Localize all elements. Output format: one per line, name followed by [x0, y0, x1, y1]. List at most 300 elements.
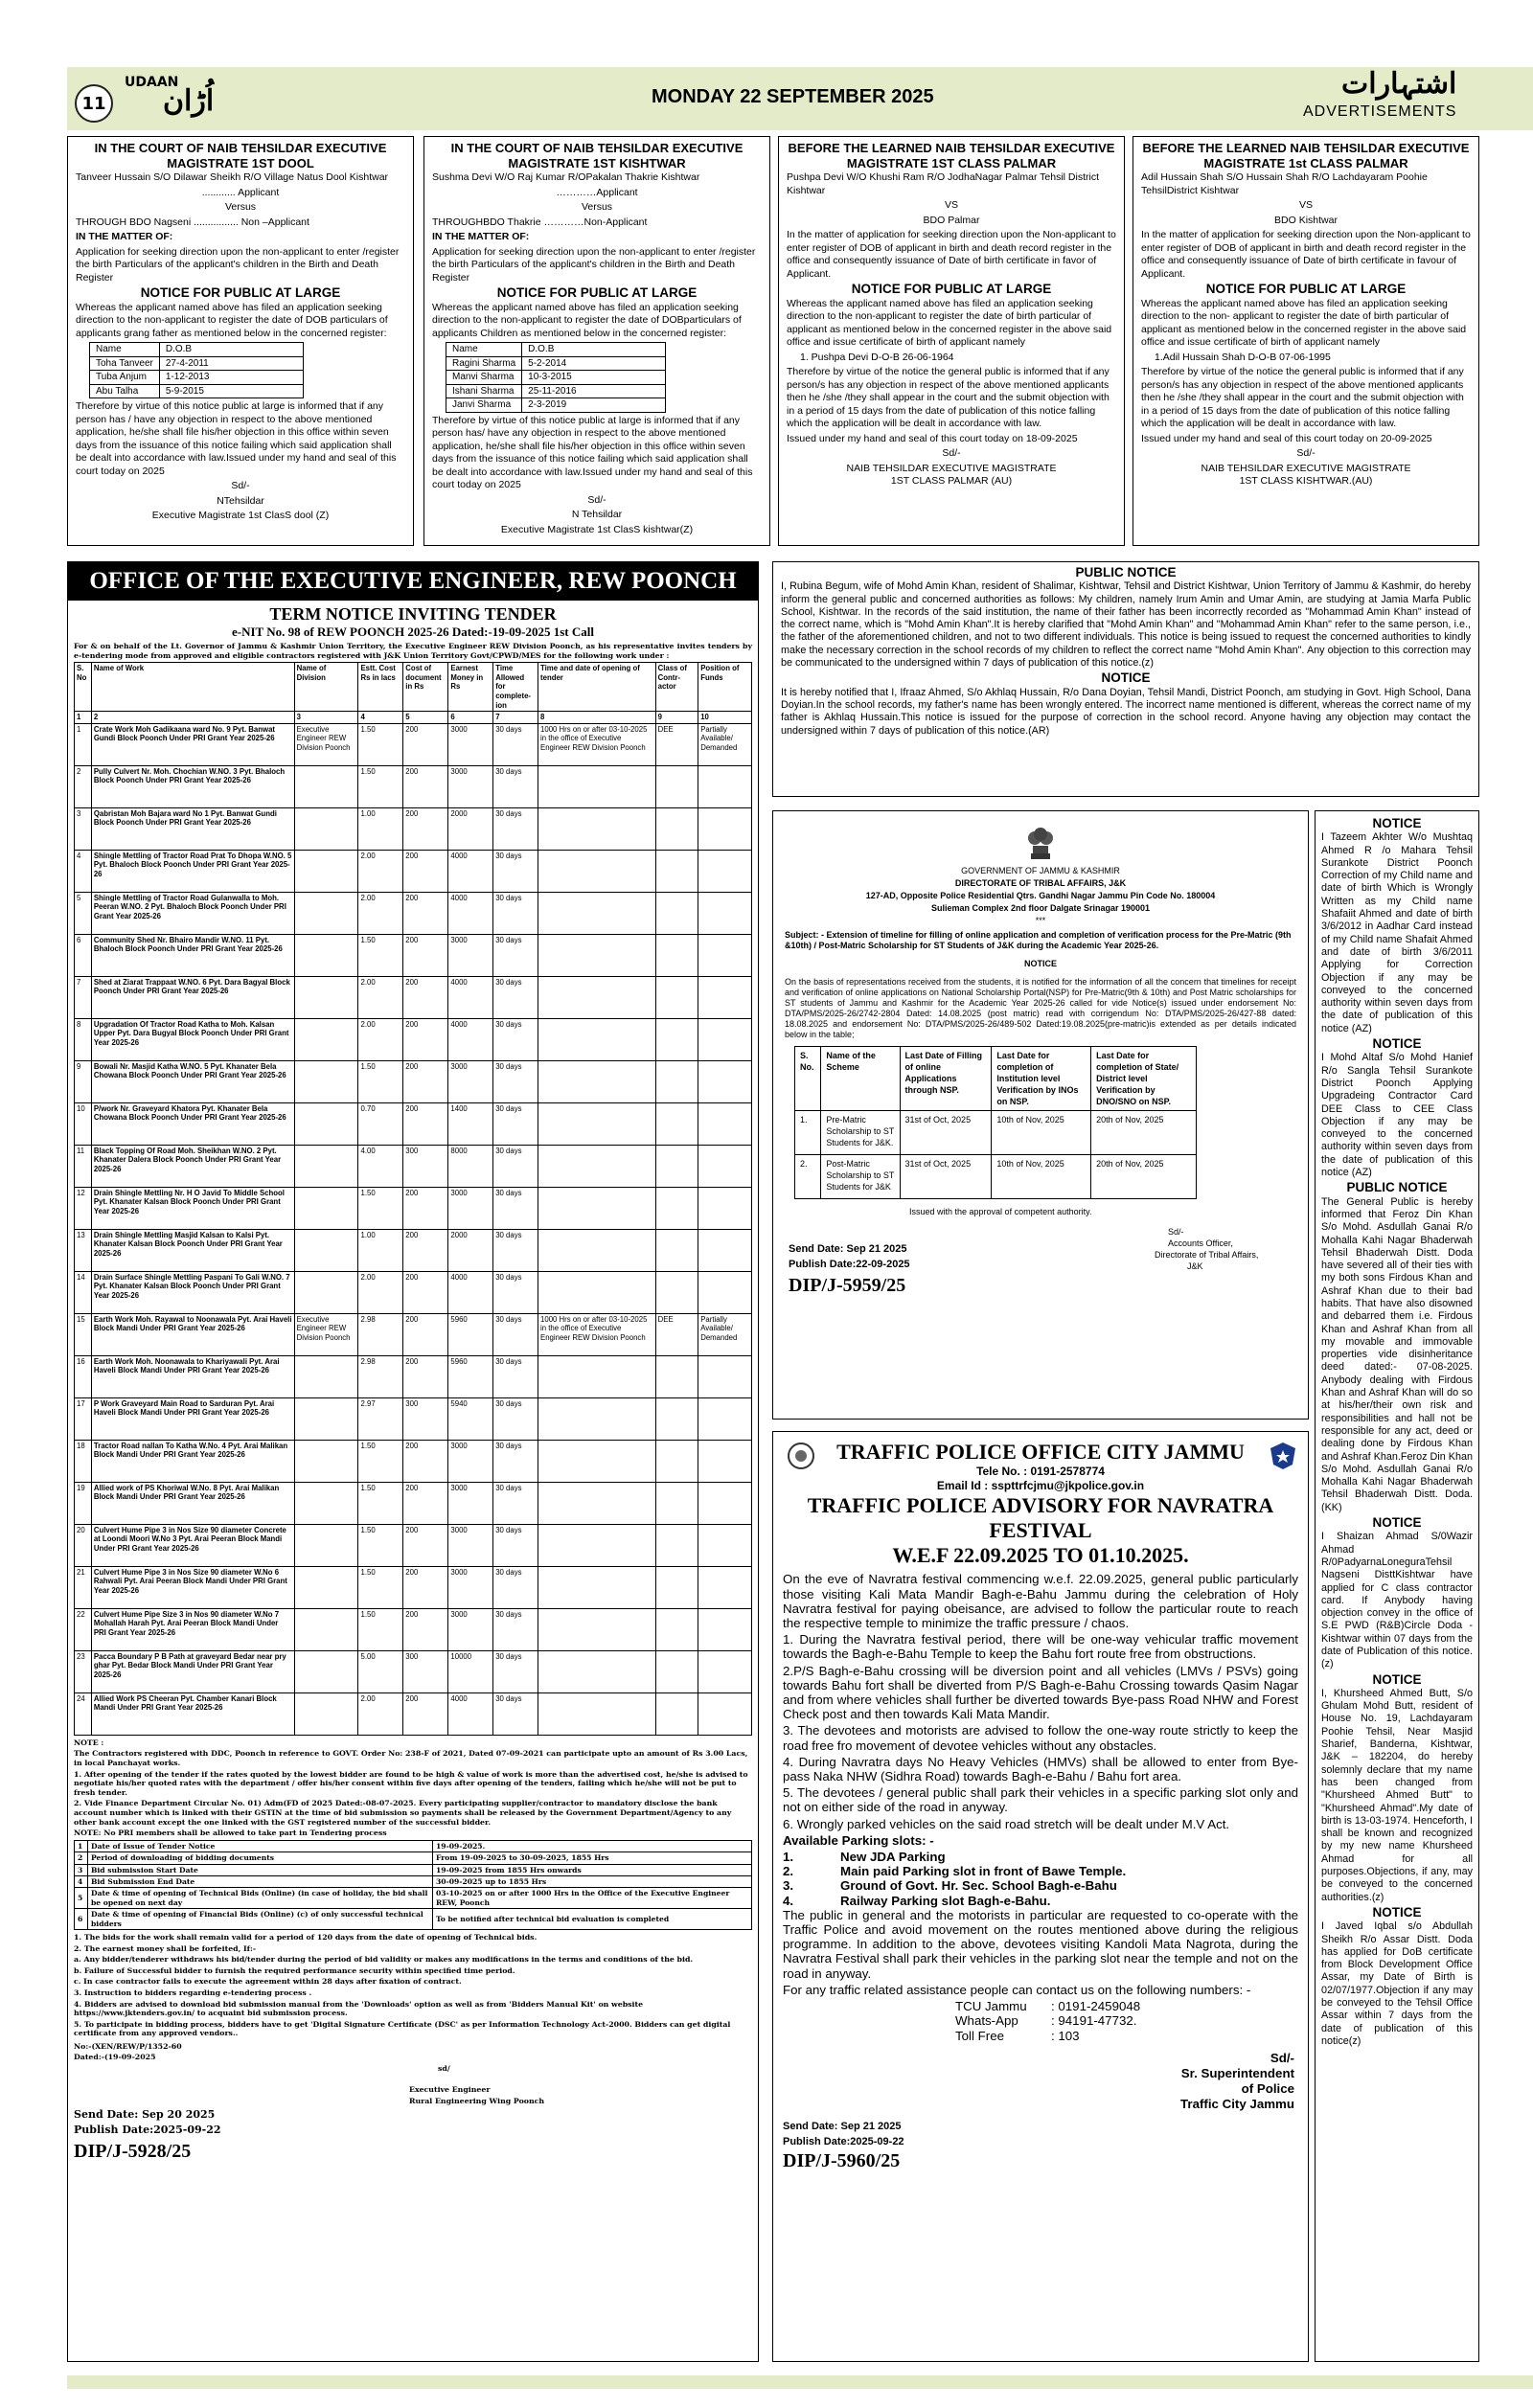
cell [655, 1650, 698, 1692]
cell: 200 [403, 934, 448, 976]
cell: 200 [403, 1187, 448, 1229]
cell: Drain Shingle Mettling Nr. H O Javid To Middle School Pyt. Khanater Kalsan Block Poonch Under PRI Grant Year 2025-26 [91, 1187, 294, 1229]
respondent: THROUGHBDO Thakrie …………Non-Applicant [432, 216, 648, 228]
matter-text: In the matter of application for seeking direction upon the Non-applicant to enter register of DOB of applicant in birth and death record register in the office and consequently issuance of Date of birth certificate in favor of Applicant. [787, 229, 1116, 280]
cell [294, 1524, 358, 1566]
cell [698, 934, 752, 976]
cell: 3000 [448, 723, 493, 765]
signature-sd: sd/ [438, 2064, 450, 2074]
cell: 30 days [493, 1566, 538, 1608]
signature-line-2: Directorate of Tribal Affairs, [1155, 1250, 1259, 1260]
cell: 2.00 [358, 1692, 403, 1735]
condition-line: 4. Bidders are advised to download bid submission manual from the 'Downloads' option as well as from 'Bidders Manual Kit' on website https://www.jktenders.gov.in/ to acquaint bid submission process. [74, 1999, 644, 2018]
cell: 22 [75, 1608, 92, 1650]
table-row [75, 976, 752, 1018]
signature-sd: Sd/- [1270, 2050, 1294, 2065]
cell: 200 [403, 765, 448, 807]
cell: 30 days [493, 1187, 538, 1229]
table-row [75, 1187, 752, 1229]
cell: 200 [403, 1060, 448, 1102]
cell: 10 [75, 1102, 92, 1145]
advisory-point: 4. During Navratra days No Heavy Vehicles (HMVs) shall be allowed to enter from Bye-pass Naka NHW (Sidhra Road) towards Bagh-e-Bahu / Bahu fort area. [783, 1754, 1298, 1784]
traffic-office-title: TRAFFIC POLICE OFFICE CITY JAMMU [836, 1440, 1245, 1464]
cell: 300 [403, 1145, 448, 1187]
signature-line-1: NTehsildar [217, 494, 264, 507]
cell [655, 1018, 698, 1060]
table-row [90, 384, 304, 398]
cell [698, 1524, 752, 1566]
advisory-headline: TRAFFIC POLICE ADVISORY FOR NAVRATRA FESTIVAL [807, 1493, 1274, 1543]
cell: 2.00 [358, 892, 403, 934]
column-header: Name of Work [91, 663, 294, 712]
cell: 2 [75, 765, 92, 807]
signature-block: NAIB TEHSILDAR EXECUTIVE MAGISTRATE 1ST CLASS PALMAR (AU) [846, 462, 1057, 487]
table-row [795, 1111, 1197, 1155]
cell: 10th of Nov, 2025 [992, 1155, 1091, 1199]
condition-line: 1. The bids for the work shall remain valid for a period of 120 days from the date of opening of Technical bids. [74, 1932, 538, 1942]
cell: 2.98 [358, 1313, 403, 1355]
notice-body: I Mohd Altaf S/o Mohd Hanief R/o Sangla Tehsil Surankote District Poonch Applying Upgradeing Contractor Card DEE Class to CEE Class Objection if any may be conveyed to the concerned authority within seven days from the date of publication of this notice (AZ) [1321, 1052, 1473, 1179]
column-header: Class of Contr-actor [655, 663, 698, 712]
cell: Upgradation Of Tractor Road Katha to Moh. Kalsan Upper Pyt. Dara Bugyal Block Poonch Under PRI Grant Year 2025-26 [91, 1018, 294, 1060]
cell [698, 892, 752, 934]
cell: 1.50 [358, 1482, 403, 1524]
cell [655, 807, 698, 850]
cell [655, 1145, 698, 1187]
table-row [75, 850, 752, 892]
cell: 1.50 [358, 1060, 403, 1102]
column-number: 8 [538, 712, 656, 724]
table-row [90, 371, 304, 385]
dob-table [89, 342, 304, 398]
cell: 1.00 [358, 1229, 403, 1271]
cell [698, 1692, 752, 1735]
cell: 1.50 [358, 765, 403, 807]
cell: 200 [403, 723, 448, 765]
cell [698, 1102, 752, 1145]
cell: 3 [75, 807, 92, 850]
cell [698, 1145, 752, 1187]
cell [294, 1608, 358, 1650]
cell: 200 [403, 807, 448, 850]
cell: 30 days [493, 1271, 538, 1313]
column-header: Last Date of Filling of online Applications through NSP. [900, 1047, 992, 1111]
cell [698, 1397, 752, 1440]
cell [294, 1145, 358, 1187]
cell: 3000 [448, 1524, 493, 1566]
issue-date: MONDAY 22 SEPTEMBER 2025 [652, 86, 934, 107]
parking-number: 1. [783, 1850, 794, 1865]
contact-value: : 103 [1051, 2028, 1080, 2043]
condition-line: b. Failure of Successful bidder to furnish the required performance security within specified time period. [74, 1965, 515, 1975]
cell: 200 [403, 1313, 448, 1355]
table-row [75, 1397, 752, 1440]
cell [698, 1608, 752, 1650]
cell: 1-12-2013 [159, 371, 303, 385]
cell: 30-09-2025 up to 1855 Hrs [433, 1875, 752, 1887]
cell: 30 days [493, 765, 538, 807]
cell: 4 [75, 1875, 88, 1887]
cell [655, 1102, 698, 1145]
column-header: Estt. Cost Rs in lacs [358, 663, 403, 712]
column-header: S. No. [795, 1047, 821, 1111]
cell: 30 days [493, 1355, 538, 1397]
cell [538, 1229, 656, 1271]
cell: 2.00 [358, 1271, 403, 1313]
cell: 18 [75, 1440, 92, 1482]
cell: 1.50 [358, 934, 403, 976]
notice-body: Whereas the applicant named above has filed an application seeking direction to the non-applicant to register the date of birth particular of applicant as mentioned below in the concerned register in the above said office and issue certificate of birth of applicant namely [787, 297, 1112, 348]
contact-label: Toll Free [955, 2028, 1004, 2043]
cell: Date of Issue of Tender Notice [88, 1840, 433, 1851]
public-notice-rubina [772, 561, 1479, 797]
table-row [446, 371, 666, 385]
cell: 9 [75, 1060, 92, 1102]
cell: 21 [75, 1566, 92, 1608]
cell: Pully Culvert Nr. Moh. Chochian W.NO. 3 Pyt. Bhaloch Block Poonch Under PRI Grant Year 2025-26 [91, 765, 294, 807]
cell: Culvert Hume Pipe 3 in Nos Size 90 diameter Concrete at Loondi Moori W.No 3 Pyt. Arai Peeran Block Mandi Under PRI Grant Year 2025-26 [91, 1524, 294, 1566]
signature-line-3: Traffic City Jammu [1180, 2096, 1294, 2111]
send-date: Send Date: Sep 21 2025 [789, 1243, 907, 1255]
cell: 0.70 [358, 1102, 403, 1145]
cell: 11 [75, 1145, 92, 1187]
notice-body: Whereas the applicant named above has filed an application seeking direction to the non- applicant to register the date of birth particular of applicant as mentioned below in the concerned register in the above said office and issue certificate of birth of applicant namely [1141, 297, 1467, 348]
respondent: THROUGH BDO Nagseni ................ Non –Applicant [76, 216, 309, 228]
vs: VS [1298, 199, 1313, 211]
cell: Bowali Nr. Masjid Katha W.NO. 5 Pyt. Khanater Bela Chowana Block Poonch Under PRI Grant Year 2025-26 [91, 1060, 294, 1102]
dip-number: DIP/J-5928/25 [74, 2141, 192, 2163]
cell: 1.50 [358, 1608, 403, 1650]
cell: 2.00 [358, 976, 403, 1018]
column-header: Cost of document in Rs [403, 663, 448, 712]
schedule-row [75, 1852, 752, 1864]
cell: 1000 Hrs on or after 03-10-2025 in the office of Executive Engineer REW Division Poonch [538, 723, 656, 765]
cell: 200 [403, 892, 448, 934]
cell: 2.98 [358, 1355, 403, 1397]
cell [538, 1187, 656, 1229]
cell: 14 [75, 1271, 92, 1313]
parking-number: 2. [783, 1864, 794, 1879]
court-notice-palmar [778, 136, 1125, 546]
cell: 5.00 [358, 1650, 403, 1692]
cell: 4000 [448, 850, 493, 892]
versus: Versus [581, 201, 613, 213]
cell: 30 days [493, 1313, 538, 1355]
publish-date: Publish Date:22-09-2025 [789, 1259, 910, 1270]
cell [698, 1187, 752, 1229]
applicant-item: 1.Adil Hussain Shah D-O-B 07-06-1995 [1155, 351, 1331, 363]
contact-row [955, 2013, 1298, 2028]
cell: 2000 [448, 807, 493, 850]
cell: 2.00 [358, 1018, 403, 1060]
cell: Pacca Boundary P B Path at graveyard Bedar near pry ghar Pyt. Bedar Block Mandi Under PRI Grant Year 2025-26 [91, 1650, 294, 1692]
cell: 3000 [448, 1566, 493, 1608]
col-dob: D.O.B [522, 343, 666, 357]
notice-title: PUBLIC NOTICE [1075, 565, 1177, 579]
cell [698, 1650, 752, 1692]
schedule-row [75, 1840, 752, 1851]
cell [655, 765, 698, 807]
cell: Ishani Sharma [446, 384, 522, 398]
applicant-item: 1. Pushpa Devi D-O-B 26-06-1964 [800, 351, 954, 363]
notice-title: NOTICE FOR PUBLIC AT LARGE [496, 285, 698, 300]
cell: 200 [403, 976, 448, 1018]
police-badge-icon [1270, 1442, 1296, 1473]
cell [294, 1397, 358, 1440]
contact-row [955, 1999, 1298, 2013]
cell: 20th of Nov, 2025 [1091, 1155, 1197, 1199]
cell: Drain Surface Shingle Mettling Paspani To Gali W.NO. 7 Pyt. Khanater Kalsan Block Poonch Under PRI Grant Year 2025-26 [91, 1271, 294, 1313]
cell: 30 days [493, 1482, 538, 1524]
notice-body: Whereas the applicant named above has filed an application seeking direction to the non-applicant to register the date of DOB particulars of applicants grang father as mentioned below in the concerned register: [76, 301, 388, 339]
cell [698, 1271, 752, 1313]
col-name: Name [446, 343, 522, 357]
versus: Versus [224, 201, 257, 213]
note-label: NOTE : [74, 1738, 104, 1747]
court-notice-dool [67, 136, 414, 546]
send-date: Send Date: Sep 20 2025 [74, 2108, 216, 2122]
cell: 200 [403, 1692, 448, 1735]
column-header: Name of Division [294, 663, 358, 712]
cell: To be notified after technical bid evaluation is completed [433, 1909, 752, 1930]
schedule-row [75, 1909, 752, 1930]
table-row [795, 1155, 1197, 1199]
cell [655, 934, 698, 976]
table-row [75, 1440, 752, 1482]
col-name: Name [90, 343, 160, 357]
cell: 6 [75, 934, 92, 976]
cell: 200 [403, 1355, 448, 1397]
parties: Tanveer Hussain S/O Dilawar Sheikh R/O Village Natus Dool Kishtwar [76, 171, 389, 183]
advisory-point: 2.P/S Bagh-e-Bahu crossing will be diversion point and all vehicles (LMVs / PSVs) going towards Bahu fort shall be diverted from P/S Bagh-e-Bahu Crossing towards Qasim Nagar and from where vehicles shall further be diverted towards Bye-pass Road NHW and Forest Check post and then towards Kali Mata Mandir. [783, 1663, 1298, 1722]
cell: 16 [75, 1355, 92, 1397]
cell: 300 [403, 1650, 448, 1692]
cell: 5940 [448, 1397, 493, 1440]
parking-item [783, 1878, 1298, 1893]
condition-line: 2. The earnest money shall be forfeited, If:- [74, 1943, 257, 1953]
column-header: Time Allowed for complete-ion [493, 663, 538, 712]
notice-title: NOTICE [1372, 1515, 1422, 1531]
parking-name: Ground of Govt. Hr. Sec. School Bagh-e-Bahu [840, 1878, 1117, 1894]
notice-title: NOTICE FOR PUBLIC AT LARGE [851, 282, 1052, 296]
cell [698, 765, 752, 807]
cell [294, 1650, 358, 1692]
applicant: ............ Applicant [201, 186, 280, 198]
cell: 1.50 [358, 723, 403, 765]
police-emblem-icon [787, 1442, 815, 1473]
parties: Adil Hussain Shah S/O Hussain Shah R/O Lachdayaram Poohie TehsilDistrict Kishtwar [1141, 171, 1428, 196]
notice-title-2: NOTICE [1101, 670, 1151, 686]
cell: 19 [75, 1482, 92, 1524]
notice-title: NOTICE [1372, 1036, 1422, 1052]
matter-label: IN THE MATTER OF: [76, 231, 173, 242]
reference-number: No:-(XEN/REW/P/1352-60 [74, 2041, 182, 2051]
signature-line-1: Accounts Officer, [1168, 1238, 1233, 1248]
cell [655, 1566, 698, 1608]
issued-line: Issued under my hand and seal of this court today on 20-09-2025 [1141, 432, 1432, 444]
schedule-row [75, 1888, 752, 1909]
cell [294, 934, 358, 976]
cell: 5-2-2014 [522, 356, 666, 371]
cell: 20th of Nov, 2025 [1091, 1111, 1197, 1155]
cell: Partially Available/ Demanded [698, 723, 752, 765]
cell [655, 1608, 698, 1650]
contact-value: : 94191-47732. [1051, 2013, 1137, 2029]
table-row [75, 892, 752, 934]
cell: 7 [75, 976, 92, 1018]
cell: 15 [75, 1313, 92, 1355]
cell [538, 1482, 656, 1524]
cell: 3000 [448, 1608, 493, 1650]
applicant: …………Applicant [556, 186, 638, 198]
column-number: 1 [75, 712, 92, 724]
cell: Post-Matric Scholarship to ST Students for J&K [821, 1155, 900, 1199]
note-line: 2. Vide Finance Department Circular No. 01) Adm(FD of 2025 Dated:-08-07-2025. Every participating supplier/contractor to mandatory disclose the bank account number which is linked with their GSTIN at the time of bid submission so payments shall be released by the Government Department/Agency to any other bank account except the one linked with the GST registered number of the successful bidder. [74, 1799, 732, 1827]
subject-line: Subject: - Extension of timeline for filling of online application and completion of verification process for the Pre-Matric (9th &10th) / Post-Matric Scholarship for ST Students of J&K during the Academic Year 2025-26. [785, 930, 1292, 950]
cell: 30 days [493, 807, 538, 850]
cell: 8000 [448, 1145, 493, 1187]
matter-text: In the matter of application for seeking direction upon the Non-applicant to enter register of DOB of applicant in birth and death record register in the office and consequently issuance of Date of birth certificate in favour of Applicant. [1141, 229, 1471, 280]
cell: 30 days [493, 1229, 538, 1271]
cell [294, 1018, 358, 1060]
cell: 13 [75, 1229, 92, 1271]
cell: Date & time of opening of Technical Bids (Online) (in case of holiday, the bid shall be opened on next day [88, 1888, 433, 1909]
notice-body: Whereas the applicant named above has filed an application seeking direction to the non-applicant to register the date of DOBparticulars of applicants Children as mentioned below in the concerned register: [432, 301, 742, 339]
cell: 5960 [448, 1313, 493, 1355]
table-row [75, 1313, 752, 1355]
cell [698, 1018, 752, 1060]
cell: 8 [75, 1018, 92, 1060]
table-row [75, 807, 752, 850]
cell: Qabristan Moh Bajara ward No 1 Pyt. Banwat Gundi Block Poonch Under PRI Grant Year 2025-26 [91, 807, 294, 850]
tele-number: Tele No. : 0191-2578774 [976, 1465, 1105, 1478]
publish-date: Publish Date:2025-09-22 [74, 2124, 221, 2137]
cell: 31st of Oct, 2025 [900, 1155, 992, 1199]
cell [538, 1692, 656, 1735]
cell: DEE [655, 723, 698, 765]
cell: Shed at Ziarat Trappaat W.NO. 6 Pyt. Dara Bagyal Block Poonch Under PRI Grant Year 2025-26 [91, 976, 294, 1018]
brand-name: UDAAN [125, 75, 179, 90]
cell [294, 1060, 358, 1102]
tender-schedule-table [74, 1840, 752, 1930]
signature-sd: Sd/- [587, 493, 606, 506]
notice-body: I, Khursheed Ahmed Butt, S/o Ghulam Mohd Butt, resident of House No. 19, Lachdayaram Poohie Tehsil, Near Masjid Sharief, Banderna, Kishtwar, J&K – 182204, do hereby solemnly declare that my name has been changed from "Khursheed Ahmed Butt" to "Khursheed Ahmad".My date of birth is 13-03-1974. Henceforth, I shall be known and recognized by my new name Khursheed Ahmad for all purposes.Objections, if any, may be conveyed to the concerned authorities.(z) [1321, 1687, 1473, 1903]
column-header: Earnest Money in Rs [448, 663, 493, 712]
email-id: Email Id : sspttrfcjmu@jkpolice.gov.in [936, 1479, 1145, 1493]
cell: 3000 [448, 1187, 493, 1229]
cell: Date & time of opening of Financial Bids (Online) (c) of only successful technical bidders [88, 1909, 433, 1930]
parties: Pushpa Devi W/O Khushi Ram R/O JodhaNagar Palmar Tehsil District Kishtwar [787, 171, 1100, 196]
matter-label: IN THE MATTER OF: [432, 231, 530, 242]
cell: Tuba Anjum [90, 371, 160, 385]
notice-body: I, Rubina Begum, wife of Mohd Amin Khan, resident of Shalimar, Kishtwar, Tehsil and District Kishtwar, Union Territory of Jammu & Kashmir, do hereby inform the general public and concerned authorities as follows: My children, namely Irum Amin and Umar Amin, are studying at Jamia Marfa Public School, Kishtwar. In the records of the said institution, the name of their father has been incorrectly recorded as "Mohammad Amin Khan" instead of the correct name, which is "Mohd Amin Khan".It is hereby clarified that "Mohd Amin Khan" and "Mohammad Amin Khan" refer to the same person, i.e., the father of the aforementioned children, and not to two different individuals. This notice is being issued to request the concerned authorities to kindly make the necessary correction in the school records of my children to reflect the correct name "Mohd Amin Khan". Any objection to this correction may be communicated to the undersigned within 7 days of publication of this notice.(z) [781, 580, 1471, 670]
cell: 4000 [448, 1271, 493, 1313]
parking-number: 3. [783, 1878, 794, 1894]
publish-date: Publish Date:2025-09-22 [783, 2135, 904, 2147]
table-row [75, 1060, 752, 1102]
advisory-intro: On the eve of Navratra festival commencing w.e.f. 22.09.2025, general public particularly those visiting Kali Mata Mandir Bagh-e-Bahu Jammu during the celebration of Holy Navratra festival for paying obeisance, are advised to follow the particular route to reach the respective temple to minimize the traffic pressure / chaos. [783, 1572, 1298, 1631]
advisory-point: 5. The devotees / general public shall park their vehicles in a specific parking slot only and not on either side of the road in anyway. [783, 1785, 1298, 1815]
cell [655, 892, 698, 934]
cell [655, 1524, 698, 1566]
advisory-outro: The public in general and the motorists in particular are requested to co-operate with the Traffic Police and avoid movement on the routes mentioned above during the religious programme. In addition to the above, devotees visiting Kandoli Mata Nagrota, during the Navratra Festival shall park their vehicles in the parking slot near the temple and not on the road in anyway. [783, 1907, 1298, 1981]
cell [655, 976, 698, 1018]
signature-line-2: of Police [1241, 2080, 1294, 2096]
signature-line-2: Rural Engineering Wing Poonch [409, 2097, 545, 2106]
cell: 1 [75, 723, 92, 765]
matter-text: Application for seeking direction upon the non-applicant to enter /register the birth Particulars of the applicant's children in the Birth and Death Register [432, 245, 756, 284]
table-row [446, 398, 666, 413]
cell: 30 days [493, 1440, 538, 1482]
cell: 17 [75, 1397, 92, 1440]
cell [294, 850, 358, 892]
signature-line-3: J&K [1187, 1261, 1203, 1271]
cell: Toha Tanveer [90, 356, 160, 371]
cell: 10th of Nov, 2025 [992, 1111, 1091, 1155]
parking-title: Available Parking slots: - [783, 1832, 934, 1848]
notice-title: PUBLIC NOTICE [1346, 1180, 1448, 1195]
cell: Bid Submission End Date [88, 1875, 433, 1887]
gov-line-1: GOVERNMENT OF JAMMU & KASHMIR [961, 866, 1120, 875]
court-title: IN THE COURT OF NAIB TEHSILDAR EXECUTIVE MAGISTRATE 1ST DOOL [94, 141, 387, 170]
cell: 30 days [493, 850, 538, 892]
tender-nit-number: e-NIT No. 98 of REW POONCH 2025-26 Dated:-19-09-2025 1st Call [232, 625, 594, 639]
cell: 1400 [448, 1102, 493, 1145]
cell: P/work Nr. Graveyard Khatora Pyt. Khanater Bela Chowana Block Poonch Under PRI Grant Year 2025-26 [91, 1102, 294, 1145]
cell [294, 807, 358, 850]
cell: 2000 [448, 1229, 493, 1271]
cell: 3000 [448, 934, 493, 976]
table-row [446, 384, 666, 398]
cell: 03-10-2025 on or after 1000 Hrs in the Office of the Executive Engineer REW, Poonch [433, 1888, 752, 1909]
table-row [75, 1608, 752, 1650]
cell [655, 1187, 698, 1229]
signature-line-1: Executive Engineer [409, 2085, 491, 2095]
cell: 19-09-2025. [433, 1840, 752, 1851]
contact-value: : 0191-2459048 [1051, 1999, 1141, 2014]
cell: Crate Work Moh Gadikaana ward No. 9 Pyt. Banwat Gundi Block Poonch Under PRI Grant Year 2025-26 [91, 723, 294, 765]
cell [538, 1566, 656, 1608]
cell: Culvert Hume Pipe 3 in Nos Size 90 diameter W.No 6 Rahwali Pyt. Arai Peeran Block Mandi Under PRI Grant Year 2025-26 [91, 1566, 294, 1608]
court-notice-palmar-2 [1133, 136, 1479, 546]
column-number: 9 [655, 712, 698, 724]
cell: Executive Engineer REW Division Poonch [294, 723, 358, 765]
matter-text: Application for seeking direction upon the non-applicant to enter /register the birth Particulars of the applicant's children in the Birth and Death Register [76, 245, 400, 284]
cell [538, 1650, 656, 1692]
parking-item [783, 1864, 1298, 1878]
table-row [75, 1650, 752, 1692]
cell: Culvert Hume Pipe Size 3 in Nos 90 diameter W.No 7 Mohallah Harah Pyt. Arai Peeran Block Mandi Under PRI Grant Year 2025-26 [91, 1608, 294, 1650]
notice-body: I Javed Iqbal s/o Abdullah Sheikh R/o Assar Distt. Doda has applied for DoB certificate from Block Development Office Assar, my Date of Birth is 02/07/1977.Objection if any may be conveyed to the Tehsil Office Assar within 7 days from the date of publication of this notice(z) [1321, 1920, 1473, 2047]
cell: 4 [75, 850, 92, 892]
notice-body-2: It is hereby notified that I, Ifraaz Ahmed, S/o Akhlaq Hussain, R/o Dana Doyian, Tehsil Mandi, District Poonch, am studying in Govt. High School, Dana Doyian.In the school records, my father's name has been wrongly entered. The incorrect name mentioned is different, whereas the correct name of my father is Akhlaq Hussain.This notice is issued for the purpose of correction in the school record. Anyone having any objection may contact the undersigned within 7 days of publication of this notice.(AR) [781, 686, 1471, 737]
cell: 20 [75, 1524, 92, 1566]
stars: *** [1035, 916, 1046, 925]
notice-title: NOTICE FOR PUBLIC AT LARGE [140, 285, 341, 300]
cell: 300 [403, 1397, 448, 1440]
cell: Partially Available/ Demanded [698, 1313, 752, 1355]
cell: 200 [403, 1524, 448, 1566]
gov-notice-body: On the basis of representations received from the students, it is notified for the information of all the concern that timelines for receipt and verification of online applications on National Scholarship Portal(NSP) for Pre-Matric(9th & 10th) and Post Matric scholarships for ST students of Jammu and Kashmir for the Academic Year 2025-26 called for vide Notice(s) issued under endorsement No: DTA/PMS/2025-26/2742-2804 Dated: 14.08.2025 (post matric) read with corrigendum No: DTA/PMS/2025-26/427-88 dated: 18.08.2025 and endorsement No: DTA/PMS/2025-26/489-502 Dated:19.08.2025(pre-matric)is extended as per details indicated below in the table; [785, 977, 1296, 1039]
cell: Earth Work Moh. Rayawal to Noonawala Pyt. Arai Haveli Block Mandi Under PRI Grant Year 2025-26 [91, 1313, 294, 1355]
cell: 3000 [448, 765, 493, 807]
cell: 200 [403, 1482, 448, 1524]
notice-body: The General Public is hereby informed that Feroz Din Khan S/o Mohd. Asdullah Ganai R/o Mohalla Kahi Nagar Bhaderwah Tehsil Bhaderwah Distt. Doda have severed all of their ties with my both sons Firdous Khan and Ashraf Khan due to their bad habits. That have also disowned and debarred them i.e. Firdous Khan and Ashraf Khan from all my movable and immovable properties vide disinheritance deed dated:- 07-08-2025. Anybody dealing with Firdous Khan and Ashraf Khan will do so at his/her/their own risk and responsibilities and hall not be responsible for any act, deed or dealing done by Firdous Khan and Ashraf Khan.Feroz Din Khan S/o Mohd. Asdullah Ganai R/o Mohalla Kahi Nagar Bhaderwah Tehsil Bhaderwah Distt. Doda.(KK) [1321, 1195, 1473, 1513]
tender-office-title: OFFICE OF THE EXECUTIVE ENGINEER, REW POONCH [68, 562, 758, 601]
cell [655, 1355, 698, 1397]
cell: 2.00 [358, 850, 403, 892]
cell [294, 1229, 358, 1271]
